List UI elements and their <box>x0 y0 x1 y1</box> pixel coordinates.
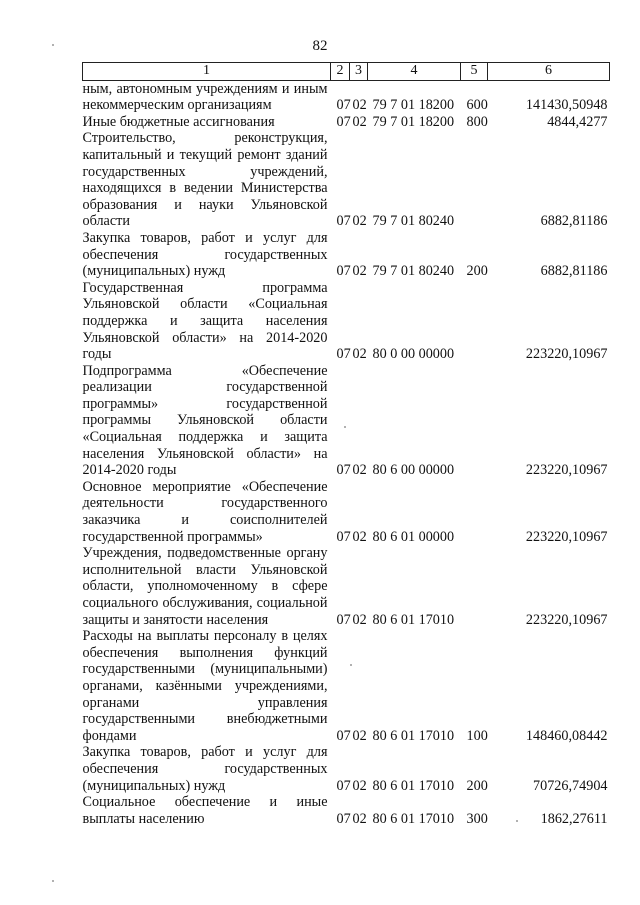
row-expense-type: 100 <box>466 727 488 744</box>
row-section: 07 <box>336 727 351 744</box>
row-target-article: 79 7 01 80240 <box>372 263 455 280</box>
table-row <box>83 628 610 744</box>
row-subsection: 02 <box>352 113 367 130</box>
row-name: Строительство, реконструкция, капитальный и текущий ремонт зданий государственных учреждений, находящихся в ведении Министерства образования и науки Ульяновской области <box>82 130 328 230</box>
row-amount: 6882,81186 <box>540 263 608 280</box>
row-amount: 223220,10967 <box>525 346 608 363</box>
row-expense-type: 300 <box>466 810 488 827</box>
row-name: ным, автономным учреждениям и иным некоммерческим организациям <box>82 80 328 114</box>
row-section: 07 <box>336 263 351 280</box>
table-body <box>83 80 610 827</box>
row-target-article: 80 6 01 17010 <box>372 777 455 794</box>
scan-speck <box>52 880 54 882</box>
row-name: Закупка товаров, работ и услуг для обеспечения государственных (муниципальных) нужд <box>82 744 328 794</box>
header-col-4: 4 <box>368 63 461 81</box>
row-target-article: 80 0 00 00000 <box>372 346 455 363</box>
row-subsection: 02 <box>352 810 367 827</box>
row-target-article: 80 6 01 17010 <box>372 810 455 827</box>
header-col-1: 1 <box>83 63 331 81</box>
scan-speck <box>52 44 54 46</box>
row-amount: 223220,10967 <box>525 611 608 628</box>
table-row <box>83 545 610 628</box>
row-target-article: 79 7 01 18200 <box>372 113 455 130</box>
row-expense-type: 800 <box>466 113 488 130</box>
table-row <box>83 363 610 479</box>
table-row <box>83 479 610 545</box>
row-target-article: 80 6 01 17010 <box>372 611 455 628</box>
row-name: Подпрограмма «Обеспечение реализации государственной программы» государственной программы Ульяновской области «Социальная поддержка и защита населения Ульяновской области» на 2014-2020 годы <box>82 362 328 479</box>
scan-speck <box>350 664 352 666</box>
row-name: Иные бюджетные ассигнования <box>82 113 275 130</box>
row-name: Закупка товаров, работ и услуг для обеспечения государственных (муниципальных) нужд <box>82 229 328 280</box>
row-expense-type: 200 <box>466 777 488 794</box>
row-section: 07 <box>336 528 351 545</box>
table-row <box>83 114 610 131</box>
table-row <box>83 230 610 280</box>
page-number: 82 <box>312 38 328 54</box>
row-subsection: 02 <box>352 727 367 744</box>
row-target-article: 79 7 01 80240 <box>372 213 455 230</box>
row-section: 07 <box>336 810 351 827</box>
row-subsection: 02 <box>352 611 367 628</box>
row-name: Основное мероприятие «Обеспечение деятельности государственного заказчика и соисполнителей государственной программы» <box>82 478 328 545</box>
budget-table <box>82 62 610 827</box>
row-target-article: 80 6 01 17010 <box>372 727 455 744</box>
row-name: Учреждения, подведомственные органу исполнительной власти Ульяновской области, уполномоченному в сфере социального обслуживания, социальной защиты и занятости населения <box>82 545 328 628</box>
row-target-article: 80 6 01 00000 <box>372 528 455 545</box>
row-amount: 141430,50948 <box>525 97 608 114</box>
row-expense-type <box>461 479 488 545</box>
scan-speck <box>344 426 346 428</box>
row-amount: 223220,10967 <box>525 462 608 479</box>
table-row <box>83 744 610 794</box>
scan-speck <box>516 820 518 822</box>
row-amount: 70726,74904 <box>533 777 608 794</box>
row-section: 07 <box>336 346 351 363</box>
row-name: Государственная программа Ульяновской области «Социальная поддержка и защита населения Ульяновской области» на 2014-2020 годы <box>82 279 328 363</box>
row-subsection: 02 <box>352 263 367 280</box>
row-section: 07 <box>336 462 351 479</box>
row-expense-type <box>461 280 488 363</box>
row-amount: 4844,4277 <box>547 113 608 130</box>
row-target-article: 80 6 00 00000 <box>372 462 455 479</box>
row-section: 07 <box>336 777 351 794</box>
row-section: 07 <box>336 611 351 628</box>
row-section: 07 <box>336 213 351 230</box>
header-col-3: 3 <box>350 63 368 81</box>
row-subsection: 02 <box>352 97 367 114</box>
row-subsection: 02 <box>352 346 367 363</box>
row-subsection: 02 <box>352 213 367 230</box>
row-amount: 6882,81186 <box>540 213 608 230</box>
table-row <box>83 80 610 114</box>
row-expense-type <box>461 130 488 230</box>
row-amount: 223220,10967 <box>525 528 608 545</box>
header-col-2: 2 <box>331 63 350 81</box>
row-expense-type: 600 <box>466 97 488 114</box>
row-expense-type: 200 <box>466 263 488 280</box>
row-section: 07 <box>336 97 351 114</box>
row-expense-type <box>461 363 488 479</box>
row-subsection: 02 <box>352 528 367 545</box>
row-amount: 148460,08442 <box>525 727 608 744</box>
row-target-article: 79 7 01 18200 <box>372 97 455 114</box>
row-expense-type <box>461 545 488 628</box>
row-amount: 1862,27611 <box>540 810 608 827</box>
header-row <box>83 63 610 81</box>
table-row <box>83 794 610 827</box>
row-subsection: 02 <box>352 462 367 479</box>
header-col-5: 5 <box>461 63 488 81</box>
row-subsection: 02 <box>352 777 367 794</box>
header-col-6: 6 <box>488 63 610 81</box>
row-name: Социальное обеспечение и иные выплаты населению <box>82 794 328 827</box>
table-row <box>83 280 610 363</box>
row-name: Расходы на выплаты персоналу в целях обеспечения выполнения функций государственными (муниципальными) органами, казёнными учреждениями, органами управления государственными внебюджетными фондами <box>82 628 328 744</box>
table-row <box>83 130 610 230</box>
row-section: 07 <box>336 113 351 130</box>
table-header <box>83 63 610 81</box>
